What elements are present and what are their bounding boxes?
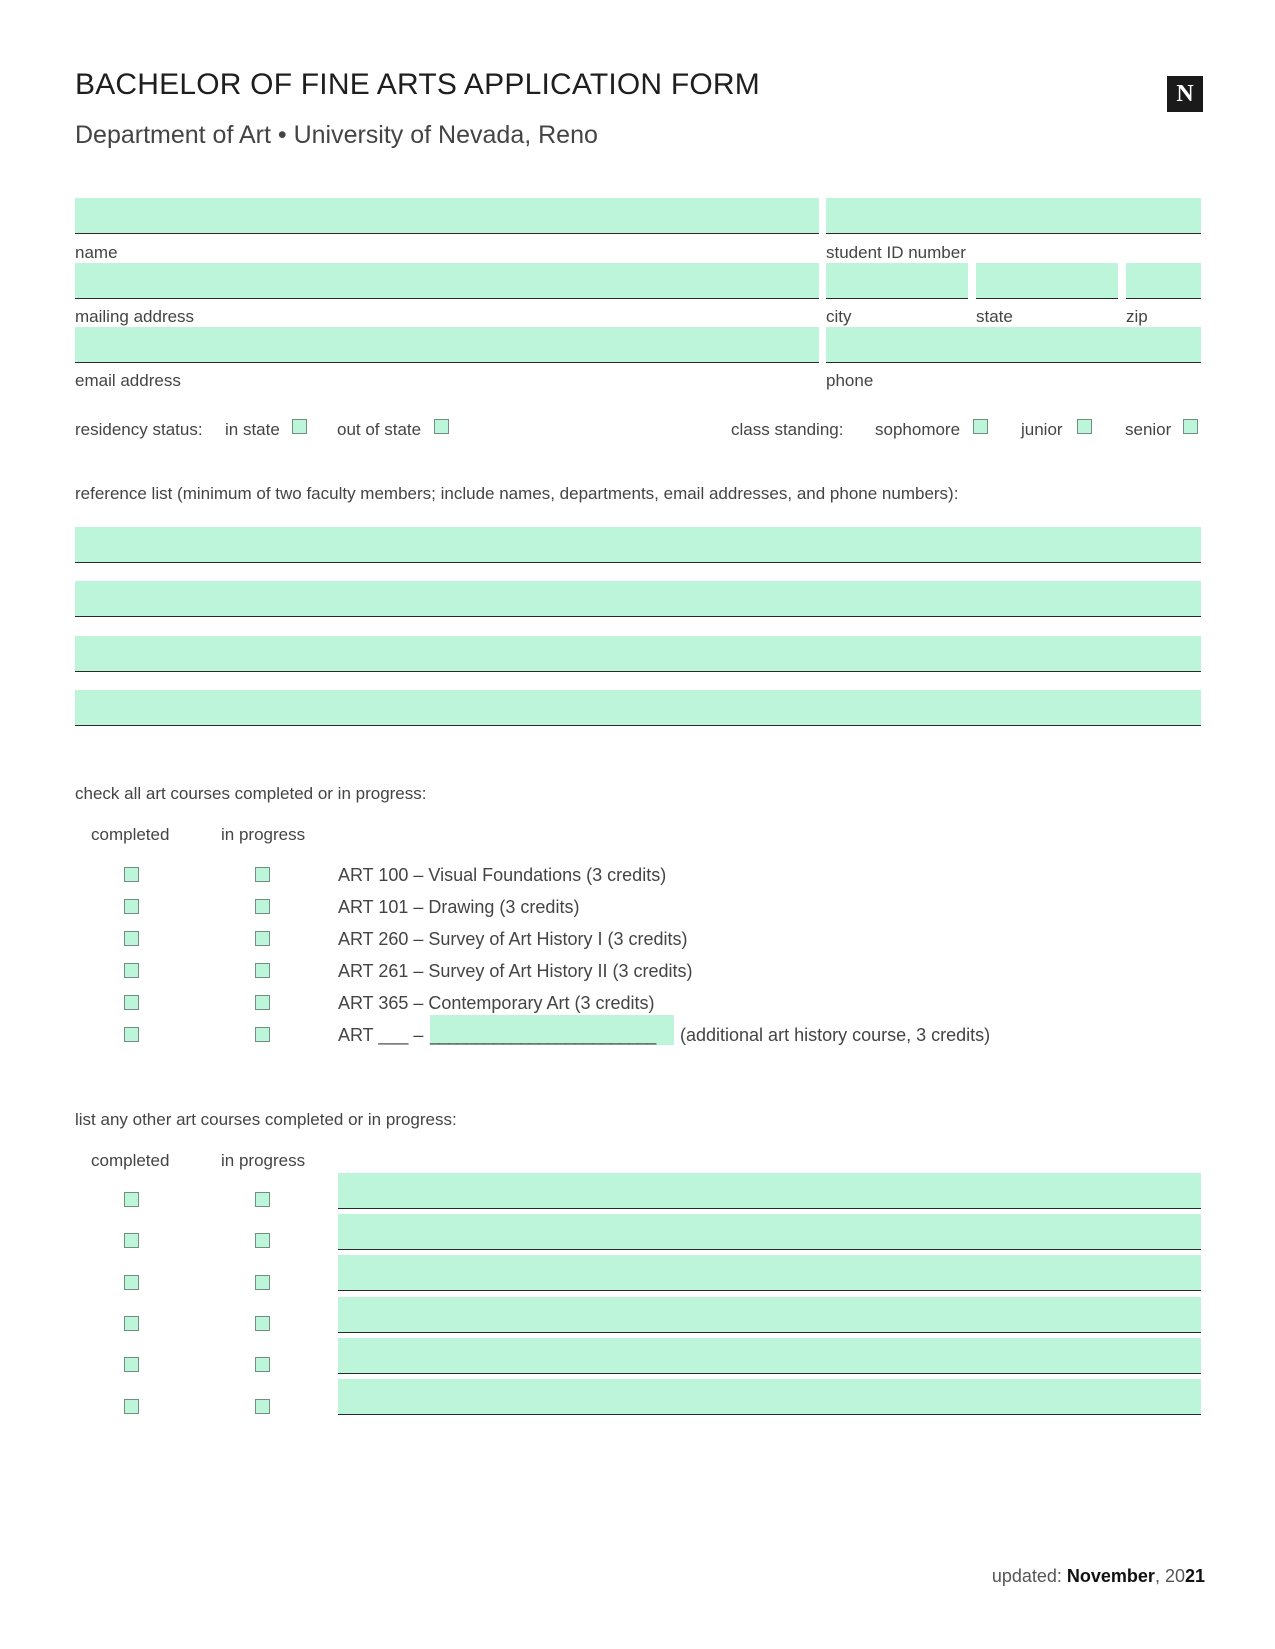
other-course-field-5[interactable] — [338, 1338, 1201, 1374]
other-completed-checkbox-2[interactable] — [124, 1233, 139, 1248]
art365-completed-checkbox[interactable] — [124, 995, 139, 1010]
zip-input[interactable] — [1126, 263, 1201, 298]
email-label: email address — [75, 371, 181, 390]
other-course-input-4[interactable] — [338, 1297, 1201, 1332]
city-field[interactable] — [826, 263, 968, 299]
other-in-progress-checkbox-5[interactable] — [255, 1357, 270, 1372]
reference-field-4[interactable] — [75, 690, 1201, 726]
reference-input-4[interactable] — [75, 690, 1201, 725]
in-progress-column-header: in progress — [221, 825, 306, 844]
phone-field[interactable] — [826, 327, 1201, 363]
other-in-progress-checkbox-2[interactable] — [255, 1233, 270, 1248]
page-title: BACHELOR OF FINE ARTS APPLICATION FORM — [75, 68, 760, 101]
name-input[interactable] — [75, 198, 819, 233]
other-completed-column-header: completed — [91, 1151, 170, 1170]
other-course-input-5[interactable] — [338, 1338, 1201, 1373]
phone-label: phone — [826, 371, 874, 390]
junior-checkbox[interactable] — [1077, 419, 1092, 434]
sophomore-label: sophomore — [875, 420, 961, 439]
email-field[interactable] — [75, 327, 819, 363]
other-in-progress-checkbox-1[interactable] — [255, 1192, 270, 1207]
other-course-input-3[interactable] — [338, 1255, 1201, 1290]
page-subtitle: Department of Art • University of Nevada, Reno — [75, 121, 598, 149]
class-standing-label: class standing: — [731, 420, 844, 439]
art260-in-progress-checkbox[interactable] — [255, 931, 270, 946]
course-art100: ART 100 – Visual Foundations (3 credits) — [338, 865, 667, 885]
mailing-address-input[interactable] — [75, 263, 819, 298]
other-completed-checkbox-4[interactable] — [124, 1316, 139, 1331]
out-of-state-label: out of state — [337, 420, 422, 439]
updated-year-end: 21 — [1184, 1566, 1205, 1586]
name-label: name — [75, 243, 118, 262]
reference-field-2[interactable] — [75, 581, 1201, 617]
other-in-progress-column-header: in progress — [221, 1151, 306, 1170]
updated-prefix: updated: — [991, 1566, 1062, 1586]
other-in-progress-checkbox-3[interactable] — [255, 1275, 270, 1290]
other-completed-checkbox-6[interactable] — [124, 1399, 139, 1414]
other-course-field-2[interactable] — [338, 1214, 1201, 1250]
other-course-field-1[interactable] — [338, 1173, 1201, 1209]
city-label: city — [826, 307, 852, 326]
other-course-field-4[interactable] — [338, 1297, 1201, 1333]
state-field[interactable] — [976, 263, 1118, 299]
other-course-input-2[interactable] — [338, 1214, 1201, 1249]
course-art101: ART 101 – Drawing (3 credits) — [338, 897, 580, 917]
completed-column-header: completed — [91, 825, 170, 844]
zip-field[interactable] — [1126, 263, 1201, 299]
course-additional-blank: _________________________ — [430, 1025, 656, 1045]
additional-completed-checkbox[interactable] — [124, 1027, 139, 1042]
student-id-input[interactable] — [826, 198, 1201, 233]
zip-label: zip — [1126, 307, 1148, 326]
mailing-address-field[interactable] — [75, 263, 819, 299]
other-completed-checkbox-5[interactable] — [124, 1357, 139, 1372]
other-courses-heading: list any other art courses completed or in progress: — [75, 1110, 457, 1129]
course-art365: ART 365 – Contemporary Art (3 credits) — [338, 993, 655, 1013]
other-course-input-6[interactable] — [338, 1379, 1201, 1414]
course-additional-suffix: (additional art history course, 3 credits) — [680, 1025, 991, 1045]
senior-checkbox[interactable] — [1183, 419, 1198, 434]
reference-input-1[interactable] — [75, 527, 1201, 562]
other-course-field-6[interactable] — [338, 1379, 1201, 1415]
in-state-checkbox[interactable] — [292, 419, 307, 434]
art101-in-progress-checkbox[interactable] — [255, 899, 270, 914]
senior-label: senior — [1125, 420, 1172, 439]
mailing-address-label: mailing address — [75, 307, 195, 326]
reference-label: reference list (minimum of two faculty members; include names, departments, email addresses, and phone numbers): — [75, 484, 959, 503]
reference-input-3[interactable] — [75, 636, 1201, 671]
art100-in-progress-checkbox[interactable] — [255, 867, 270, 882]
email-input[interactable] — [75, 327, 819, 362]
reference-field-3[interactable] — [75, 636, 1201, 672]
junior-label: junior — [1021, 420, 1063, 439]
course-art260: ART 260 – Survey of Art History I (3 credits) — [338, 929, 688, 949]
updated-date — [992, 1566, 1205, 1587]
university-logo: N — [1167, 76, 1203, 112]
student-id-label: student ID number — [826, 243, 966, 262]
art261-completed-checkbox[interactable] — [124, 963, 139, 978]
additional-in-progress-checkbox[interactable] — [255, 1027, 270, 1042]
state-label: state — [976, 307, 1013, 326]
state-input[interactable] — [976, 263, 1118, 298]
other-in-progress-checkbox-6[interactable] — [255, 1399, 270, 1414]
out-of-state-checkbox[interactable] — [434, 419, 449, 434]
updated-month: November — [1066, 1566, 1155, 1586]
courses-heading: check all art courses completed or in progress: — [75, 784, 427, 803]
phone-input[interactable] — [826, 327, 1201, 362]
art100-completed-checkbox[interactable] — [124, 867, 139, 882]
name-field[interactable] — [75, 198, 819, 234]
other-completed-checkbox-3[interactable] — [124, 1275, 139, 1290]
course-art261: ART 261 – Survey of Art History II (3 credits) — [338, 961, 693, 981]
art261-in-progress-checkbox[interactable] — [255, 963, 270, 978]
residency-label: residency status: — [75, 420, 203, 439]
sophomore-checkbox[interactable] — [973, 419, 988, 434]
other-course-field-3[interactable] — [338, 1255, 1201, 1291]
art365-in-progress-checkbox[interactable] — [255, 995, 270, 1010]
in-state-label: in state — [225, 420, 280, 439]
reference-field-1[interactable] — [75, 527, 1201, 563]
art101-completed-checkbox[interactable] — [124, 899, 139, 914]
other-course-input-1[interactable] — [338, 1173, 1201, 1208]
reference-input-2[interactable] — [75, 581, 1201, 616]
student-id-field[interactable] — [826, 198, 1201, 234]
updated-year-start: , 20 — [1154, 1566, 1185, 1586]
other-in-progress-checkbox-4[interactable] — [255, 1316, 270, 1331]
course-additional-prefix: ART ___ – — [338, 1025, 424, 1045]
art260-completed-checkbox[interactable] — [124, 931, 139, 946]
other-completed-checkbox-1[interactable] — [124, 1192, 139, 1207]
city-input[interactable] — [826, 263, 968, 298]
